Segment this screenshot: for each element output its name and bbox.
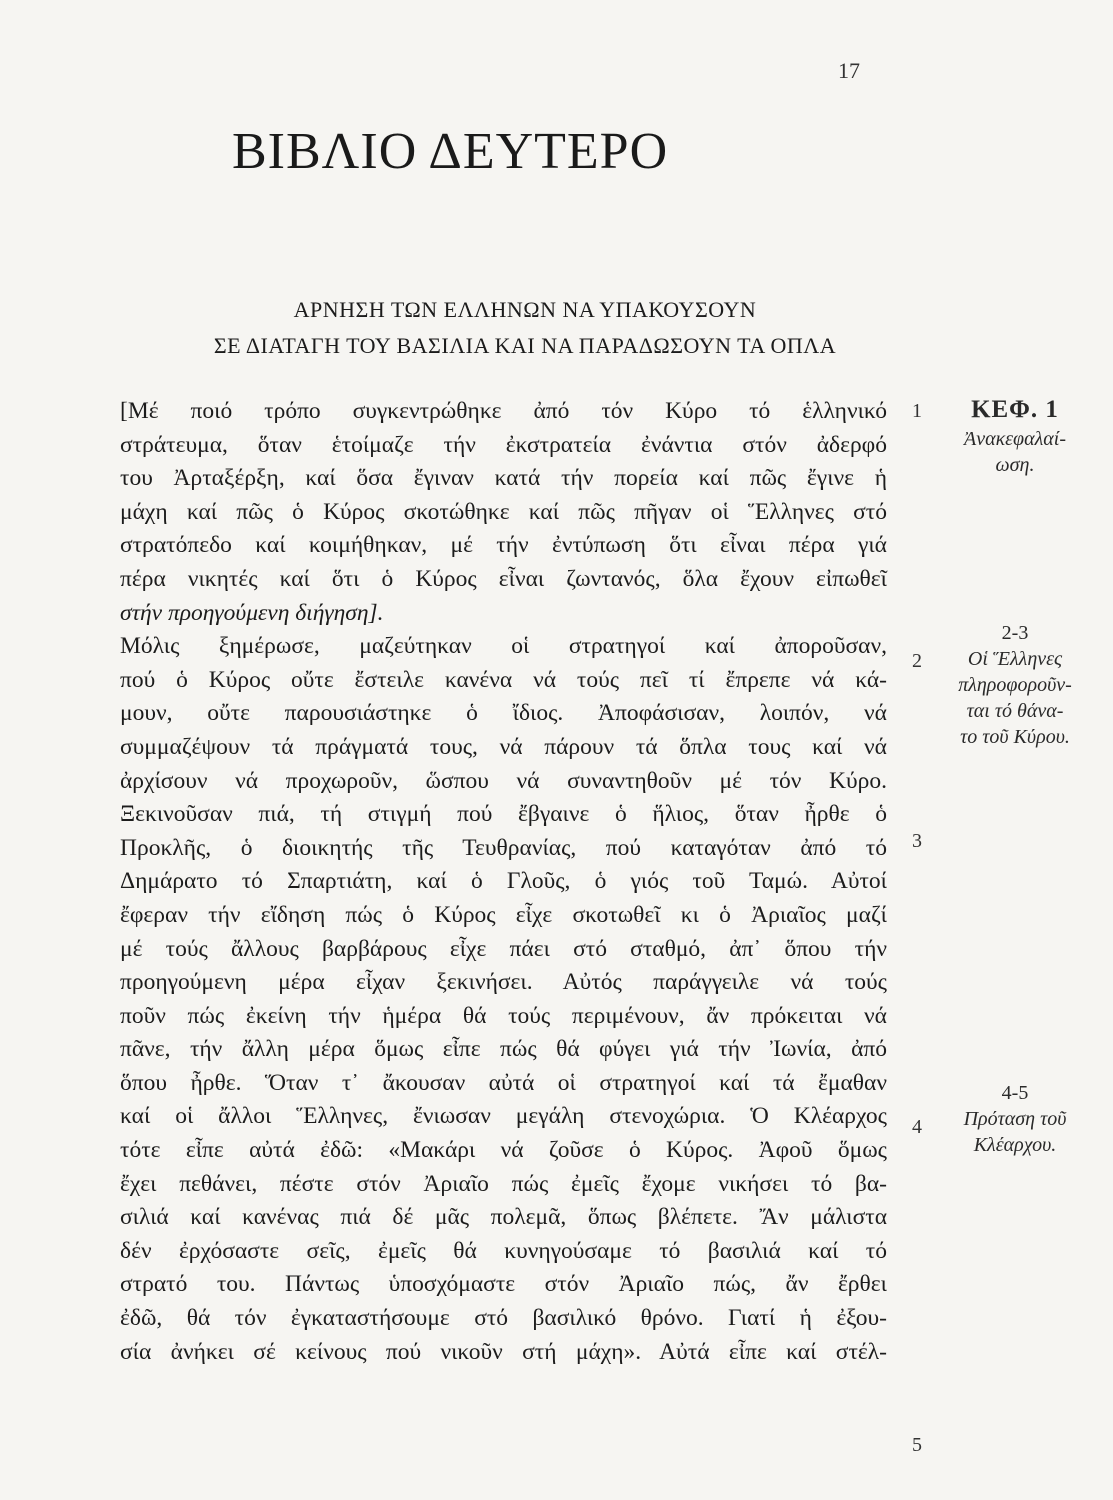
body-line: συμμαζέψουν τά πράγματά τους, νά πάρουν τά ὅπλα τους καί νά — [120, 733, 887, 760]
body-line: καί οἱ ἄλλοι Ἕλληνες, ἔνιωσαν μεγάλη στενοχώρια. Ὁ Κλέαρχος — [120, 1103, 887, 1130]
body-line: σιλιά καί κανένας πιά δέ μᾶς πολεμᾶ, ὅπως βλέπετε. Ἄν μάλιστα — [120, 1204, 887, 1231]
margin-number: 1 — [912, 400, 922, 422]
body-line: πᾶνε, τήν ἄλλη μέρα ὅμως εἶπε πώς θά φύγει γιά τήν Ἰωνία, ἀπό — [120, 1036, 887, 1063]
body-line: ἀρχίσουν νά προχωροῦν, ὥσπου νά συναντηθοῦν μέ τόν Κύρο. — [120, 767, 887, 794]
margin-number: 2 — [912, 650, 922, 672]
body-line: Προκλῆς, ὁ διοικητής τῆς Τευθρανίας, πού καταγόταν ἀπό τό — [120, 834, 887, 861]
body-line: του Ἀρταξέρξη, καί ὅσα ἔγιναν κατά τήν πορεία καί πῶς ἔγινε ἡ — [120, 465, 887, 492]
sidenote-4-5 — [925, 1080, 1105, 1158]
body-line: στρατόπεδο καί κοιμήθηκαν, μέ τήν ἐντύπωση ὅτι εἶναι πέρα γιά — [120, 532, 887, 559]
sidenote-line: ωση. — [995, 454, 1035, 476]
body-line: πέρα νικητές καί ὅτι ὁ Κύρος εἶναι ζωντανός, ὅλα ἔχουν εἰπωθεῖ — [120, 565, 887, 592]
body-line: μέ τούς ἄλλους βαρβάρους εἶχε πάει στό σταθμό, ἀπ᾽ ὅπου τήν — [120, 935, 887, 962]
body-line: Ξεκινοῦσαν πιά, τή στιγμή πού ἔβγαινε ὁ ἥλιος, ὅταν ἦρθε ὁ — [120, 801, 887, 828]
sidenote-line: το τοῦ Κύρου. — [960, 726, 1070, 748]
body-line: μουν, οὔτε παρουσιάστηκε ὁ ἴδιος. Ἀποφάσισαν, λοιπόν, νά — [120, 700, 887, 727]
section-heading — [130, 292, 920, 364]
chapter-label: ΚΕΦ. 1 — [971, 396, 1059, 423]
body-line: τότε εἶπε αὐτά ἐδῶ: «Μακάρι νά ζοῦσε ὁ Κύρος. Ἀφοῦ ὅμως — [120, 1137, 887, 1164]
sidenote-chapter — [925, 394, 1105, 478]
body-line: στρατό του. Πάντως ὑποσχόμαστε στόν Ἀριαῖο πώς, ἄν ἔρθει — [120, 1271, 887, 1298]
body-line: δέν ἐρχόσαστε σεῖς, ἐμεῖς θά κυνηγούσαμε τό βασιλιά καί τό — [120, 1237, 887, 1264]
book-title: ΒΙΒΛΙΟ ΔΕΥΤΕΡΟ — [232, 123, 669, 180]
sidenote-range: 4-5 — [1001, 1082, 1029, 1104]
body-line: ἔχει πεθάνει, πέστε στόν Ἀριαῖο πώς ἐμεῖς ἔχομε νικήσει τό βα- — [120, 1170, 887, 1197]
section-heading-line: ΣΕ ΔΙΑΤΑΓΗ ΤΟΥ ΒΑΣΙΛΙΑ ΚΑΙ ΝΑ ΠΑΡΑΔΩΣΟΥΝ ΤΑ ΟΠΛΑ — [213, 333, 837, 358]
sidenote-line: Κλέαρχου. — [973, 1134, 1057, 1156]
sidenote-line: Ἀνακεφαλαί- — [963, 428, 1066, 450]
body-line: ἐδῶ, θά τόν ἐγκαταστήσουμε στό βασιλικό θρόνο. Γιατί ἡ ἐξου- — [120, 1305, 887, 1332]
body-line: μάχη καί πῶς ὁ Κύρος σκοτώθηκε καί πῶς πῆγαν οἱ Ἕλληνες στό — [120, 498, 887, 525]
margin-number: 3 — [912, 830, 922, 852]
page-number: 17 — [838, 58, 860, 83]
body-line: Δημάρατο τό Σπαρτιάτη, καί ὁ Γλοῦς, ὁ γιός τοῦ Ταμώ. Αὐτοί — [120, 868, 887, 895]
sidenote-line: πληροφοροῦν- — [958, 674, 1072, 696]
body-line: Μόλις ξημέρωσε, μαζεύτηκαν οἱ στρατηγοί καί ἀποροῦσαν, — [120, 633, 887, 660]
sidenote-line: Οἱ Ἕλληνες — [967, 648, 1063, 670]
margin-number: 4 — [912, 1116, 922, 1138]
body-line: ἔφεραν τήν εἴδηση πώς ὁ Κύρος εἶχε σκοτωθεῖ κι ὁ Ἀριαῖος μαζί — [120, 901, 887, 928]
body-text — [120, 395, 887, 1369]
body-line: [Μέ ποιό τρόπο συγκεντρώθηκε ἀπό τόν Κύρο τό ἑλληνικό — [120, 398, 887, 424]
body-line: στράτευμα, ὅταν ἑτοίμαζε τήν ἐκστρατεία ἐνάντια στόν ἀδερφό — [120, 431, 887, 458]
sidenote-2-3 — [925, 620, 1105, 750]
body-line: πού ὁ Κύρος οὔτε ἔστειλε κανένα νά τούς πεῖ τί ἔπρεπε νά κά- — [120, 666, 887, 693]
margin-number: 5 — [912, 1434, 922, 1456]
body-line: σία ἀνήκει σέ κείνους πού νικοῦν στή μάχη». Αὐτά εἶπε καί στέλ- — [120, 1338, 887, 1365]
body-line: ὅπου ἦρθε. Ὅταν τ᾽ ἄκουσαν αὐτά οἱ στρατηγοί καί τά ἔμαθαν — [120, 1069, 887, 1096]
body-line: στήν προηγούμενη διήγηση]. — [120, 599, 384, 626]
section-heading-line: ΑΡΝΗΣΗ ΤΩΝ ΕΛΛΗΝΩΝ ΝΑ ΥΠΑΚΟΥΣΟΥΝ — [293, 297, 757, 322]
sidenote-range: 2-3 — [1001, 622, 1029, 644]
sidenote-line: ται τό θάνα- — [966, 700, 1064, 722]
sidenote-line: Πρόταση τοῦ — [963, 1108, 1067, 1130]
body-line: προηγούμενη μέρα εἶχαν ξεκινήσει. Αὐτός παράγγειλε νά τούς — [120, 969, 887, 996]
body-line: ποῦν πώς ἐκείνη τήν ἡμέρα θά τούς περιμένουν, ἄν πρόκειται νά — [120, 1002, 887, 1029]
